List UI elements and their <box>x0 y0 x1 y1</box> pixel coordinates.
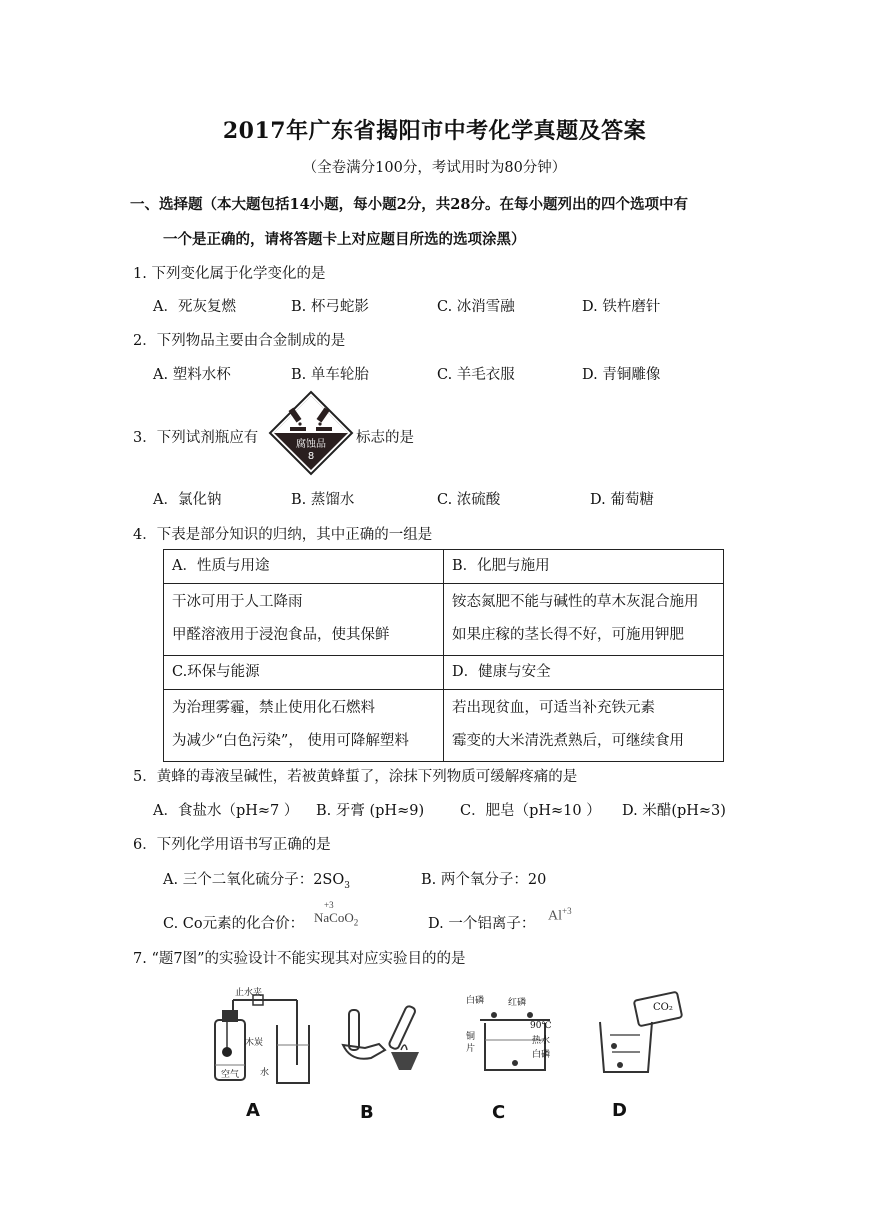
question-3-stem: 3．下列试剂瓶应有 <box>133 430 259 446</box>
label-red-phosphorus: 红磷 <box>508 998 527 1008</box>
table-line: 干冰可用于人工降雨 <box>172 594 303 610</box>
question-6-stem: 6．下列化学用语书写正确的是 <box>133 837 331 853</box>
table-line: 为治理雾霾，禁止使用化石燃料 <box>172 700 375 716</box>
table-cell-c-head: C.环保与能源 <box>164 656 444 690</box>
section-heading-line1: 一、选择题（本大题包括14小题，每小题2分，共28分。在每小题列出的四个选项中有 <box>130 196 688 213</box>
table-cell-a-body <box>164 584 444 656</box>
knowledge-table <box>163 549 724 762</box>
q6-option-a-subscript: 3 <box>344 880 350 891</box>
q1-option-a: A．死灰复燃 <box>153 299 236 315</box>
q1-option-c: C. 冰消雪融 <box>437 299 515 315</box>
q6-option-d: D. 一个铝离子： <box>428 916 536 932</box>
table-cell-b-head: B．化肥与施用 <box>444 550 724 584</box>
corrosive-hazard-sign <box>268 390 354 476</box>
label-water: 水 <box>260 1068 270 1078</box>
table-cell-a-head: A．性质与用途 <box>164 550 444 584</box>
figure-label-a: A <box>246 1100 260 1121</box>
q1-option-b: B. 杯弓蛇影 <box>291 299 369 315</box>
figure-c-apparatus <box>460 985 570 1085</box>
table-line: 为减少“白色污染”， 使用可降解塑料 <box>172 733 409 749</box>
q6-option-a <box>163 868 350 891</box>
q2-option-b: B. 单车轮胎 <box>291 367 369 383</box>
q6-option-b: B. 两个氧分子：20 <box>421 872 547 888</box>
sign-label: 腐蚀品 <box>296 439 326 450</box>
label-carbon: 木炭 <box>245 1038 264 1048</box>
label-copper: 铜 <box>466 1032 476 1042</box>
q1-option-d: D. 铁杵磨针 <box>582 299 661 315</box>
table-cell-d-head: D．健康与安全 <box>444 656 724 690</box>
table-cell-c-body <box>164 690 444 762</box>
q6-option-c-formula <box>314 900 358 928</box>
label-co2: CO₂ <box>653 1002 673 1013</box>
formula-text: Al <box>548 908 562 924</box>
label-white-phosphorus-2: 白磷 <box>532 1050 551 1060</box>
q3-option-c: C. 浓硫酸 <box>437 492 501 508</box>
formula-subscript: 2 <box>353 917 359 928</box>
table-cell-b-body <box>444 584 724 656</box>
question-2-stem: 2．下列物品主要由合金制成的是 <box>133 333 346 349</box>
q3-option-b: B. 蒸馏水 <box>291 492 355 508</box>
figure-label-b: B <box>360 1102 374 1123</box>
q6-option-c: C. Co元素的化合价： <box>163 916 305 932</box>
page-subtitle: （全卷满分100分，考试用时为80分钟） <box>302 160 567 176</box>
formula-text: NaCoO <box>314 910 354 925</box>
question-3-stem-tail: 标志的是 <box>356 430 414 446</box>
figure-label-d: D <box>612 1100 627 1121</box>
label-sheet: 片 <box>466 1044 476 1054</box>
question-4-stem: 4．下表是部分知识的归纳，其中正确的一组是 <box>133 527 433 543</box>
table-line: 霉变的大米清洗煮熟后，可继续食用 <box>452 733 684 749</box>
table-cell-d-body <box>444 690 724 762</box>
q2-option-a: A. 塑料水杯 <box>153 367 231 383</box>
table-line: 甲醛溶液用于浸泡食品，使其保鲜 <box>172 627 390 643</box>
q2-option-d: D. 青铜雕像 <box>582 367 661 383</box>
table-line: 如果庄稼的茎长得不好，可施用钾肥 <box>452 627 684 643</box>
figure-b-apparatus <box>335 1000 435 1080</box>
figure-a-apparatus <box>205 985 315 1095</box>
page-title: 2017年广东省揭阳市中考化学真题及答案 <box>222 118 647 144</box>
q3-option-d: D. 葡萄糖 <box>590 492 654 508</box>
figure-label-c: C <box>492 1102 506 1123</box>
q6-option-a-text: A. 三个二氧化硫分子：2SO <box>163 872 345 888</box>
question-5-stem: 5．黄蜂的毒液呈碱性，若被黄蜂蜇了，涂抹下列物质可缓解疼痛的是 <box>133 769 578 785</box>
q6-option-d-formula <box>548 906 572 925</box>
q2-option-c: C. 羊毛衣服 <box>437 367 515 383</box>
q5-option-d: D. 米醋(pH≈3) <box>622 803 726 819</box>
question-7-stem: 7. “题7图”的实验设计不能实现其对应实验目的的是 <box>133 951 466 967</box>
label-temperature: 90℃ <box>530 1021 552 1031</box>
valence-mark: +3 <box>324 900 334 910</box>
question-1-stem: 1. 下列变化属于化学变化的是 <box>133 266 326 282</box>
sign-class-number: 8 <box>307 451 315 462</box>
section-heading-line2: 一个是正确的，请将答题卡上对应题目所选的选项涂黑） <box>163 231 526 248</box>
figure-d-apparatus <box>590 990 700 1080</box>
q3-option-a: A．氯化钠 <box>153 492 222 508</box>
q5-option-c: C．肥皂（pH≈10 ） <box>460 803 601 819</box>
table-line: 铵态氮肥不能与碱性的草木灰混合施用 <box>452 594 699 610</box>
q5-option-b: B. 牙膏 (pH≈9) <box>316 803 425 819</box>
q5-option-a: A．食盐水（pH≈7 ） <box>153 803 299 819</box>
label-clamp: 止水夹 <box>235 988 263 998</box>
label-air: 空气 <box>221 1070 240 1080</box>
label-white-phosphorus: 白磷 <box>466 996 485 1006</box>
table-line: 若出现贫血，可适当补充铁元素 <box>452 700 655 716</box>
formula-superscript: +3 <box>562 906 572 916</box>
label-hot-water: 热水 <box>532 1036 551 1046</box>
